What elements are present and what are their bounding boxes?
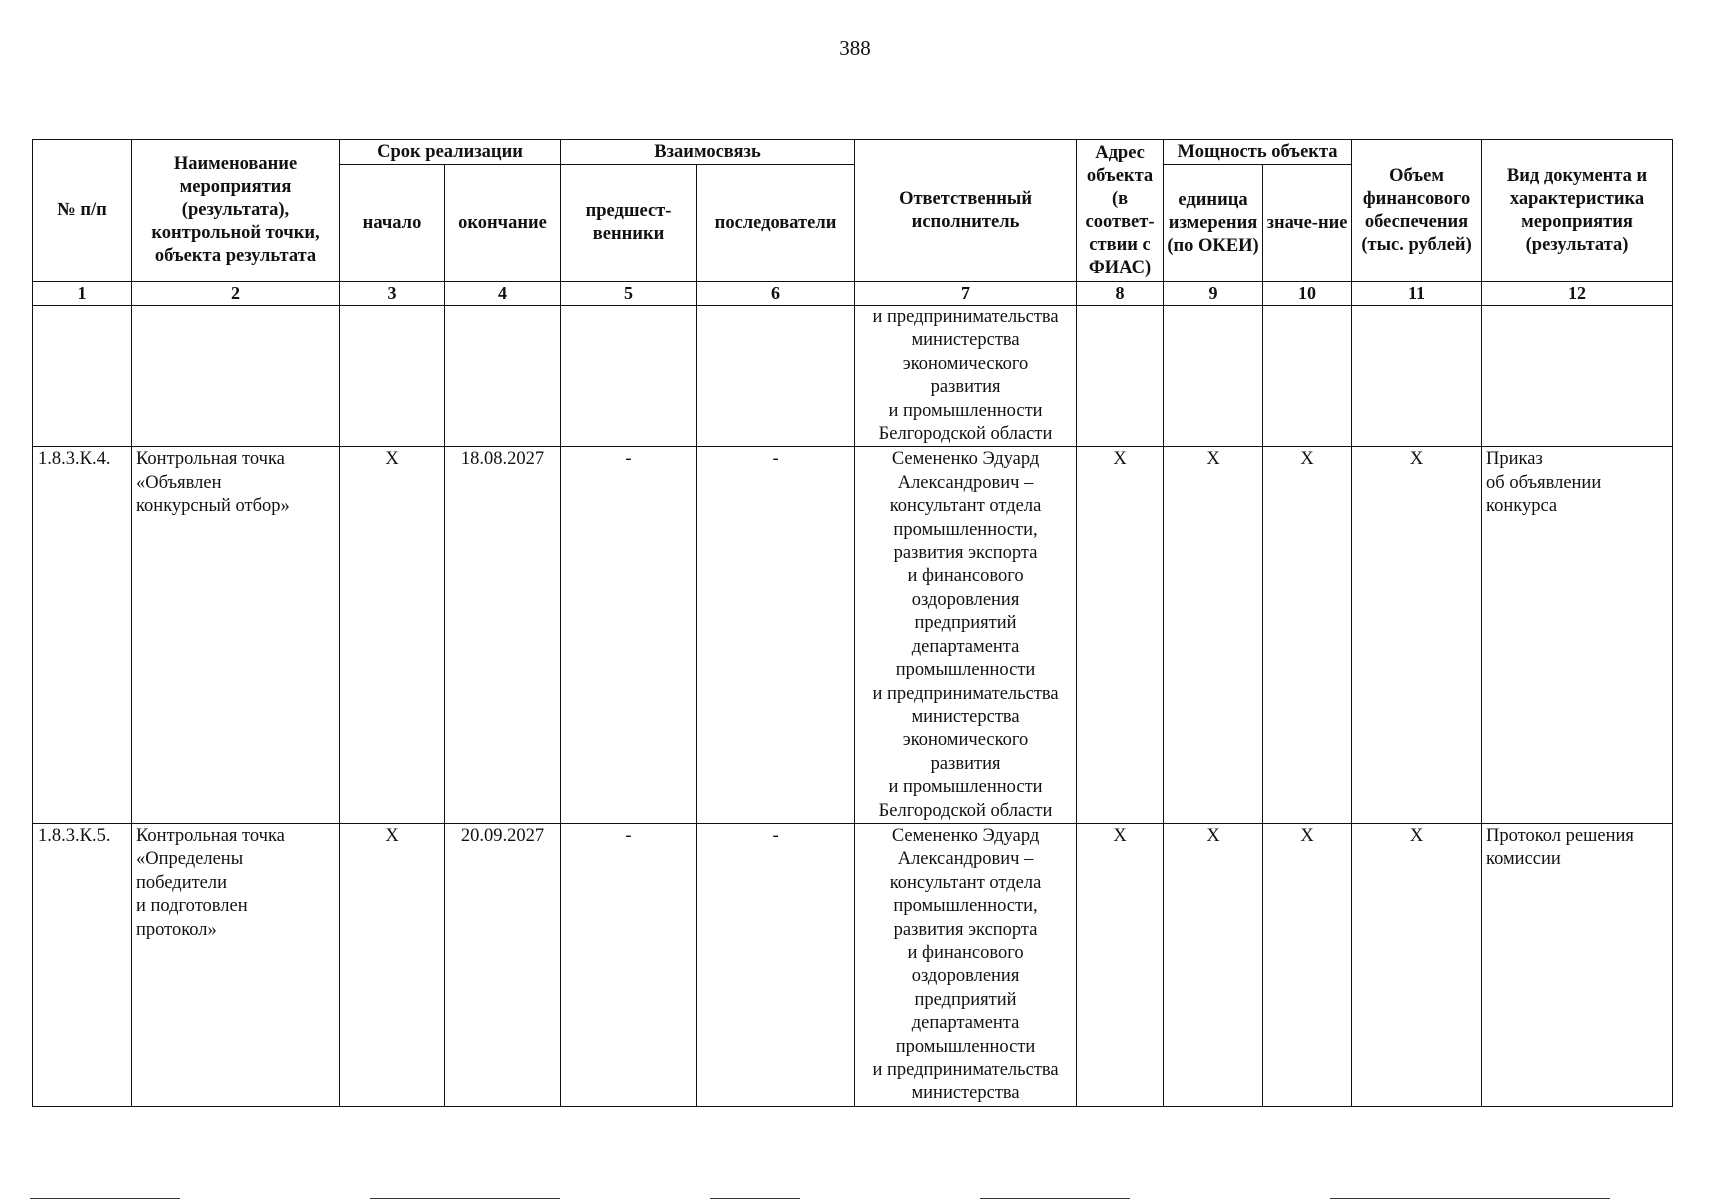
cell-end: 20.09.2027	[445, 823, 561, 1106]
cell-finance: X	[1352, 823, 1482, 1106]
cell-doc: Протокол решения комиссии	[1482, 823, 1673, 1106]
cell-value: X	[1263, 447, 1352, 824]
cell-finance	[1352, 306, 1482, 447]
cell-address	[1077, 306, 1164, 447]
scan-edge-line	[370, 1198, 560, 1199]
cell-end	[445, 306, 561, 447]
cell-row-number: 1.8.3.К.5.	[33, 823, 132, 1106]
cell-doc	[1482, 306, 1673, 447]
table-row	[33, 306, 1673, 447]
cell-executor: и предпринимательства министерства экономического развития и промышленности Белгородской области	[855, 306, 1077, 447]
column-number: 5	[561, 282, 697, 306]
cell-end: 18.08.2027	[445, 447, 561, 824]
column-number: 3	[340, 282, 445, 306]
cell-successors	[697, 306, 855, 447]
column-number: 2	[132, 282, 340, 306]
cell-address: X	[1077, 447, 1164, 824]
cell-finance: X	[1352, 447, 1482, 824]
cell-unit	[1164, 306, 1263, 447]
column-number: 9	[1164, 282, 1263, 306]
column-number: 4	[445, 282, 561, 306]
cell-unit: X	[1164, 447, 1263, 824]
column-number-row	[33, 282, 1673, 306]
header-unit: единица измерения (по ОКЕИ)	[1164, 165, 1263, 282]
header-period: Срок реализации	[340, 140, 561, 165]
cell-successors: -	[697, 823, 855, 1106]
header-capacity: Мощность объекта	[1164, 140, 1352, 165]
header-address: Адрес объекта (в соответ-ствии с ФИАС)	[1077, 140, 1164, 282]
cell-start: X	[340, 447, 445, 824]
cell-name: Контрольная точка «Определены победители и подготовлен протокол»	[132, 823, 340, 1106]
header-relation: Взаимосвязь	[561, 140, 855, 165]
scan-edge-line	[980, 1198, 1130, 1199]
scan-edge-line	[30, 1198, 180, 1199]
header-predecessors: предшест-венники	[561, 165, 697, 282]
cell-value	[1263, 306, 1352, 447]
cell-value: X	[1263, 823, 1352, 1106]
cell-row-number: 1.8.3.К.4.	[33, 447, 132, 824]
plan-table	[32, 139, 1673, 1107]
column-number: 8	[1077, 282, 1164, 306]
cell-address: X	[1077, 823, 1164, 1106]
scan-edge-line	[1330, 1198, 1610, 1199]
header-name: Наименование мероприятия (результата), контрольной точки, объекта результата	[132, 140, 340, 282]
table-row	[33, 823, 1673, 1106]
header-end: окончание	[445, 165, 561, 282]
cell-name: Контрольная точка «Объявлен конкурсный отбор»	[132, 447, 340, 824]
cell-predecessors	[561, 306, 697, 447]
cell-doc: Приказ об объявлении конкурса	[1482, 447, 1673, 824]
header-start: начало	[340, 165, 445, 282]
column-number: 1	[33, 282, 132, 306]
header-successors: последователи	[697, 165, 855, 282]
header-num: № п/п	[33, 140, 132, 282]
cell-start: X	[340, 823, 445, 1106]
column-number: 6	[697, 282, 855, 306]
header-value: значе-ние	[1263, 165, 1352, 282]
header-finance: Объем финансового обеспечения (тыс. рублей)	[1352, 140, 1482, 282]
column-number: 11	[1352, 282, 1482, 306]
header-doc: Вид документа и характеристика мероприятия (результата)	[1482, 140, 1673, 282]
cell-executor: Семененко Эдуард Александрович – консультант отдела промышленности, развития экспорта и финансового оздоровления предприятий департамента промышленности и предпринимательства министерства	[855, 823, 1077, 1106]
header-executor: Ответственный исполнитель	[855, 140, 1077, 282]
cell-start	[340, 306, 445, 447]
cell-unit: X	[1164, 823, 1263, 1106]
cell-row-number	[33, 306, 132, 447]
column-number: 7	[855, 282, 1077, 306]
table-row	[33, 447, 1673, 824]
scan-edge-line	[710, 1198, 800, 1199]
cell-name	[132, 306, 340, 447]
column-number: 10	[1263, 282, 1352, 306]
cell-executor: Семененко Эдуард Александрович – консультант отдела промышленности, развития экспорта и финансового оздоровления предприятий департамента промышленности и предпринимательства министерства экономического развития и промышленности Белгородской области	[855, 447, 1077, 824]
column-number: 12	[1482, 282, 1673, 306]
cell-predecessors: -	[561, 447, 697, 824]
cell-successors: -	[697, 447, 855, 824]
cell-predecessors: -	[561, 823, 697, 1106]
page-number: 388	[839, 36, 871, 60]
